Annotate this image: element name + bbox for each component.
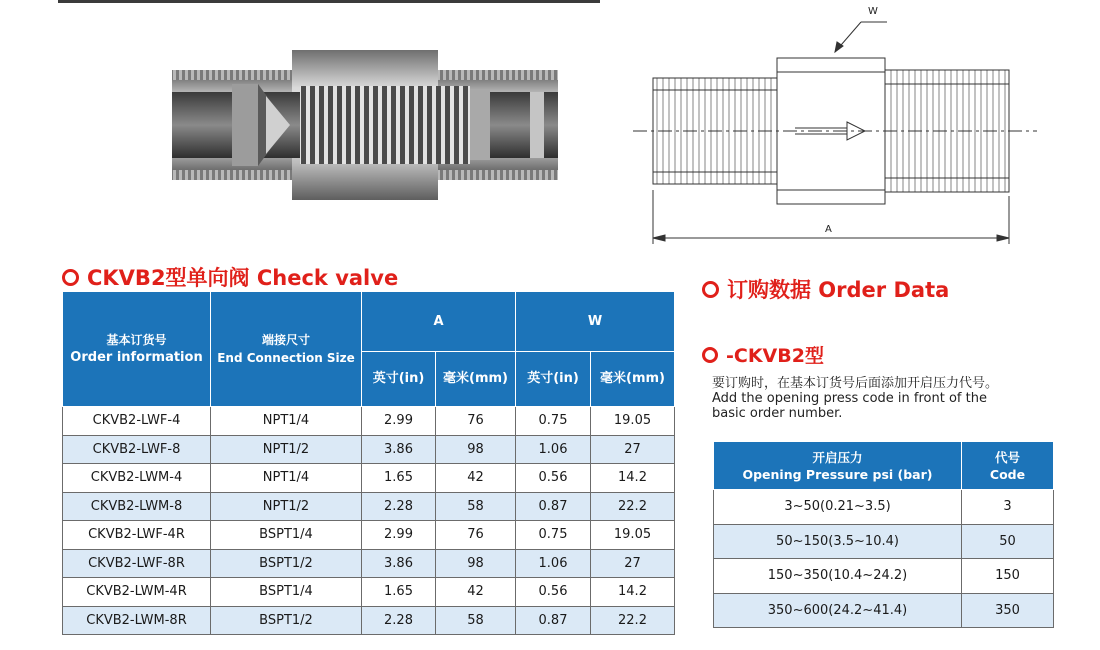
order-number-cell: CKVB2-LWF-8R	[63, 549, 211, 578]
a-mm-cell: 76	[436, 407, 516, 436]
connection-size-cell: NPT1/4	[211, 407, 362, 436]
w-mm-cell: 19.05	[591, 407, 675, 436]
connection-size-cell: BSPT1/2	[211, 606, 362, 635]
w-mm-cell: 27	[591, 549, 675, 578]
opening-pressure-table	[713, 441, 1054, 628]
order-number-cell: CKVB2-LWF-8	[63, 435, 211, 464]
subheader-w-inch: 英寸(in)	[516, 352, 591, 407]
pressure-code-cell: 350	[962, 593, 1054, 628]
header-opening-pressure: 开启压力 Opening Pressure psi (bar)	[714, 442, 962, 490]
subheader-w-mm: 毫米(mm)	[591, 352, 675, 407]
instruction-en-line1: Add the opening press code in front of the	[712, 391, 987, 406]
w-inch-cell: 0.75	[516, 407, 591, 436]
dimension-a-label: A	[825, 224, 832, 235]
order-number-cell: CKVB2-LWM-8R	[63, 606, 211, 635]
a-mm-cell: 42	[436, 578, 516, 607]
header-order-information: 基本订货号 Order information	[63, 292, 211, 407]
table-row	[63, 464, 675, 493]
w-inch-cell: 0.75	[516, 521, 591, 550]
table-row	[714, 524, 1054, 559]
a-inch-cell: 2.99	[362, 407, 436, 436]
connection-size-cell: NPT1/4	[211, 464, 362, 493]
w-mm-cell: 22.2	[591, 606, 675, 635]
table-row	[63, 407, 675, 436]
table-row	[63, 549, 675, 578]
order-number-cell: CKVB2-LWM-4	[63, 464, 211, 493]
dimension-w-label: W	[868, 6, 878, 17]
table-row	[714, 490, 1054, 525]
table-row	[714, 559, 1054, 594]
connection-size-cell: NPT1/2	[211, 435, 362, 464]
w-inch-cell: 0.56	[516, 578, 591, 607]
circle-bullet-icon	[62, 269, 79, 286]
circle-bullet-icon	[702, 281, 719, 298]
instruction-cn: 要订购时，在基本订货号后面添加开启压力代号。	[712, 376, 999, 391]
order-number-cell: CKVB2-LWM-4R	[63, 578, 211, 607]
w-mm-cell: 19.05	[591, 521, 675, 550]
pressure-code-cell: 50	[962, 524, 1054, 559]
subheader-a-mm: 毫米(mm)	[436, 352, 516, 407]
order-data-title-text: 订购数据 Order Data	[727, 278, 950, 302]
w-mm-cell: 27	[591, 435, 675, 464]
table-row	[63, 578, 675, 607]
connection-size-cell: NPT1/2	[211, 492, 362, 521]
valve-dimension-drawing	[625, 0, 1045, 250]
header-code: 代号 Code	[962, 442, 1054, 490]
a-inch-cell: 2.99	[362, 521, 436, 550]
connection-size-cell: BSPT1/4	[211, 521, 362, 550]
w-inch-cell: 0.87	[516, 492, 591, 521]
a-mm-cell: 58	[436, 492, 516, 521]
a-inch-cell: 1.65	[362, 464, 436, 493]
table-row	[63, 492, 675, 521]
circle-bullet-icon	[702, 347, 718, 363]
a-mm-cell: 58	[436, 606, 516, 635]
dimension-table	[62, 291, 675, 635]
a-inch-cell: 3.86	[362, 435, 436, 464]
order-data-title	[702, 274, 949, 304]
header-end-connection: 端接尺寸 End Connection Size	[211, 292, 362, 407]
order-number-cell: CKVB2-LWF-4	[63, 407, 211, 436]
w-mm-cell: 14.2	[591, 464, 675, 493]
valve-cutaway-photo	[170, 40, 560, 210]
a-inch-cell: 1.65	[362, 578, 436, 607]
table-row	[63, 435, 675, 464]
connection-size-cell: BSPT1/2	[211, 549, 362, 578]
w-inch-cell: 0.87	[516, 606, 591, 635]
product-title	[62, 262, 398, 292]
a-inch-cell: 2.28	[362, 492, 436, 521]
pressure-range-cell: 50~150(3.5~10.4)	[714, 524, 962, 559]
w-inch-cell: 1.06	[516, 435, 591, 464]
product-title-text: CKVB2型单向阀 Check valve	[87, 266, 399, 290]
table-row	[63, 521, 675, 550]
a-mm-cell: 98	[436, 435, 516, 464]
w-mm-cell: 14.2	[591, 578, 675, 607]
subheader-a-inch: 英寸(in)	[362, 352, 436, 407]
model-subtitle-text: -CKVB2型	[726, 345, 824, 367]
order-number-cell: CKVB2-LWF-4R	[63, 521, 211, 550]
w-inch-cell: 0.56	[516, 464, 591, 493]
a-mm-cell: 76	[436, 521, 516, 550]
order-number-cell: CKVB2-LWM-8	[63, 492, 211, 521]
a-mm-cell: 42	[436, 464, 516, 493]
pressure-range-cell: 3~50(0.21~3.5)	[714, 490, 962, 525]
a-inch-cell: 3.86	[362, 549, 436, 578]
top-rule	[58, 0, 600, 3]
instruction-en-line2: basic order number.	[712, 406, 843, 421]
model-subtitle	[702, 341, 824, 368]
pressure-range-cell: 150~350(10.4~24.2)	[714, 559, 962, 594]
pressure-range-cell: 350~600(24.2~41.4)	[714, 593, 962, 628]
connection-size-cell: BSPT1/4	[211, 578, 362, 607]
w-mm-cell: 22.2	[591, 492, 675, 521]
pressure-code-cell: 3	[962, 490, 1054, 525]
header-a: A	[362, 292, 516, 352]
table-row	[714, 593, 1054, 628]
pressure-code-cell: 150	[962, 559, 1054, 594]
a-inch-cell: 2.28	[362, 606, 436, 635]
table-row	[63, 606, 675, 635]
order-instructions	[712, 376, 1062, 421]
header-w: W	[516, 292, 675, 352]
w-inch-cell: 1.06	[516, 549, 591, 578]
a-mm-cell: 98	[436, 549, 516, 578]
